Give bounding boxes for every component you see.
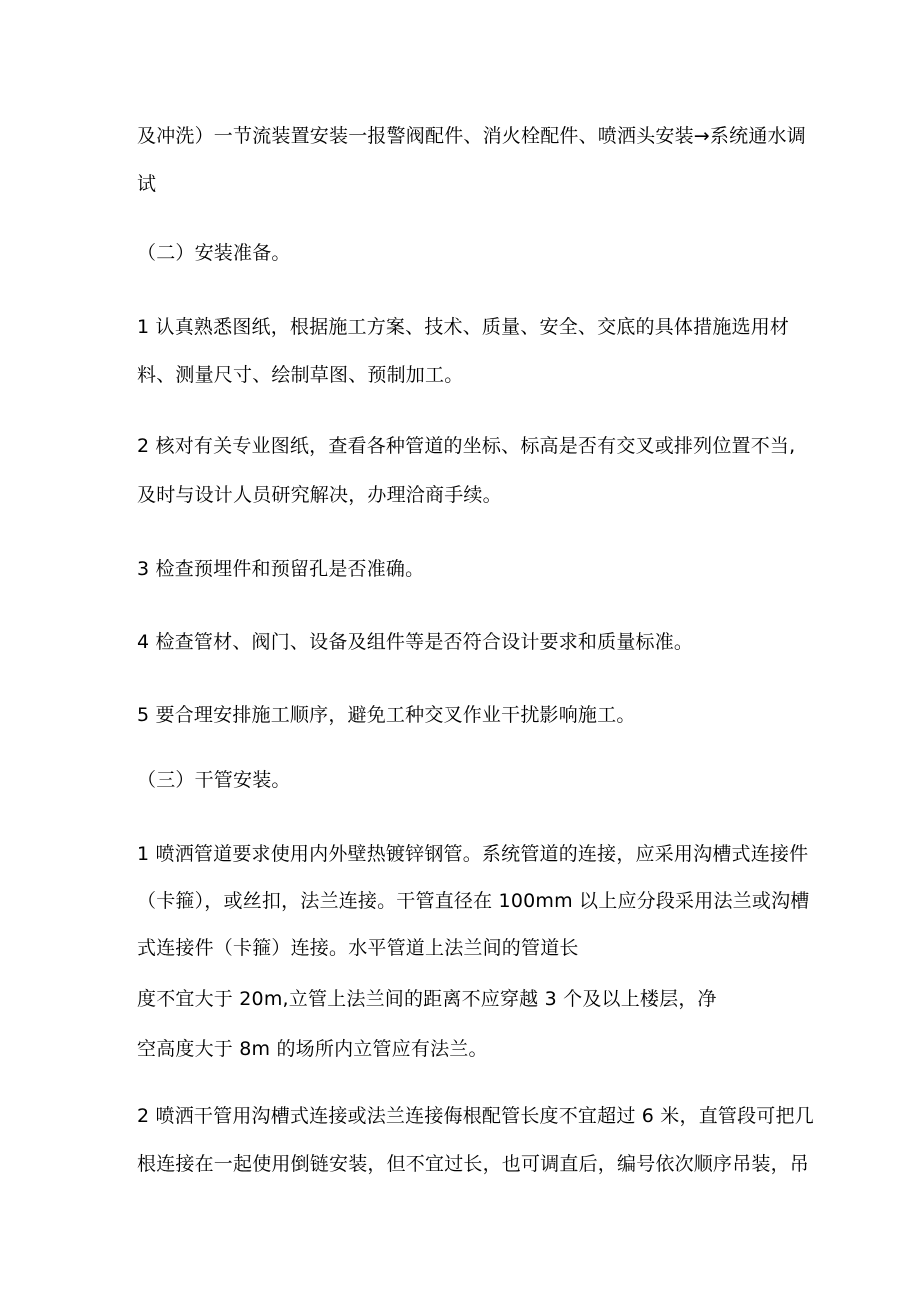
text-line-1: 及冲洗）一节流装置安装一报警阀配件、消火栓配件、喷洒头安装→系统通水调 [137,125,806,147]
text-line-12: 1 喷洒管道要求使用内外壁热镀锌钢管。系统管道的连接，应采用沟槽式连接件 [137,843,809,865]
text-line-14: 式连接件（卡箍）连接。水平管道上法兰间的管道长 [137,937,579,959]
text-line-9: 4 检查管材、阀门、设备及组件等是否符合设计要求和质量标准。 [137,631,694,653]
text-line-16: 空高度大于 8m 的场所内立管应有法兰。 [137,1038,488,1060]
section-heading-2: （二）安装准备。 [137,242,291,264]
section-heading-3: （三）干管安装。 [137,769,291,791]
text-line-13: （卡箍），或丝扣，法兰连接。干管直径在 100mm 以上应分段采用法兰或沟槽 [137,890,810,912]
text-line-15: 度不宜大于 20m,立管上法兰间的距离不应穿越 3 个及以上楼层，净 [137,988,717,1010]
text-line-4: 1 认真熟悉图纸，根据施工方案、技术、质量、安全、交底的具体措施选用材 [137,316,790,338]
text-line-2: 试 [137,173,157,195]
text-line-18: 根连接在一起使用倒链安装，但不宜过长，也可调直后，编号依次顺序吊装，吊 [137,1153,810,1175]
text-line-5: 料、测量尺寸、绘制草图、预制加工。 [137,364,464,386]
text-line-7: 及时与设计人员研究解决，办理洽商手续。 [137,484,502,506]
text-line-8: 3 检查预埋件和预留孔是否准确。 [137,558,425,580]
text-line-17: 2 喷洒干管用沟槽式连接或法兰连接侮根配管长度不宜超过 6 米，直管段可把几 [137,1105,814,1127]
text-line-10: 5 要合理安排施工顺序，避免工种交叉作业干扰影响施工。 [137,704,636,726]
text-line-6: 2 核对有关专业图纸，查看各种管道的坐标、标高是否有交叉或排列位置不当, [137,435,796,457]
